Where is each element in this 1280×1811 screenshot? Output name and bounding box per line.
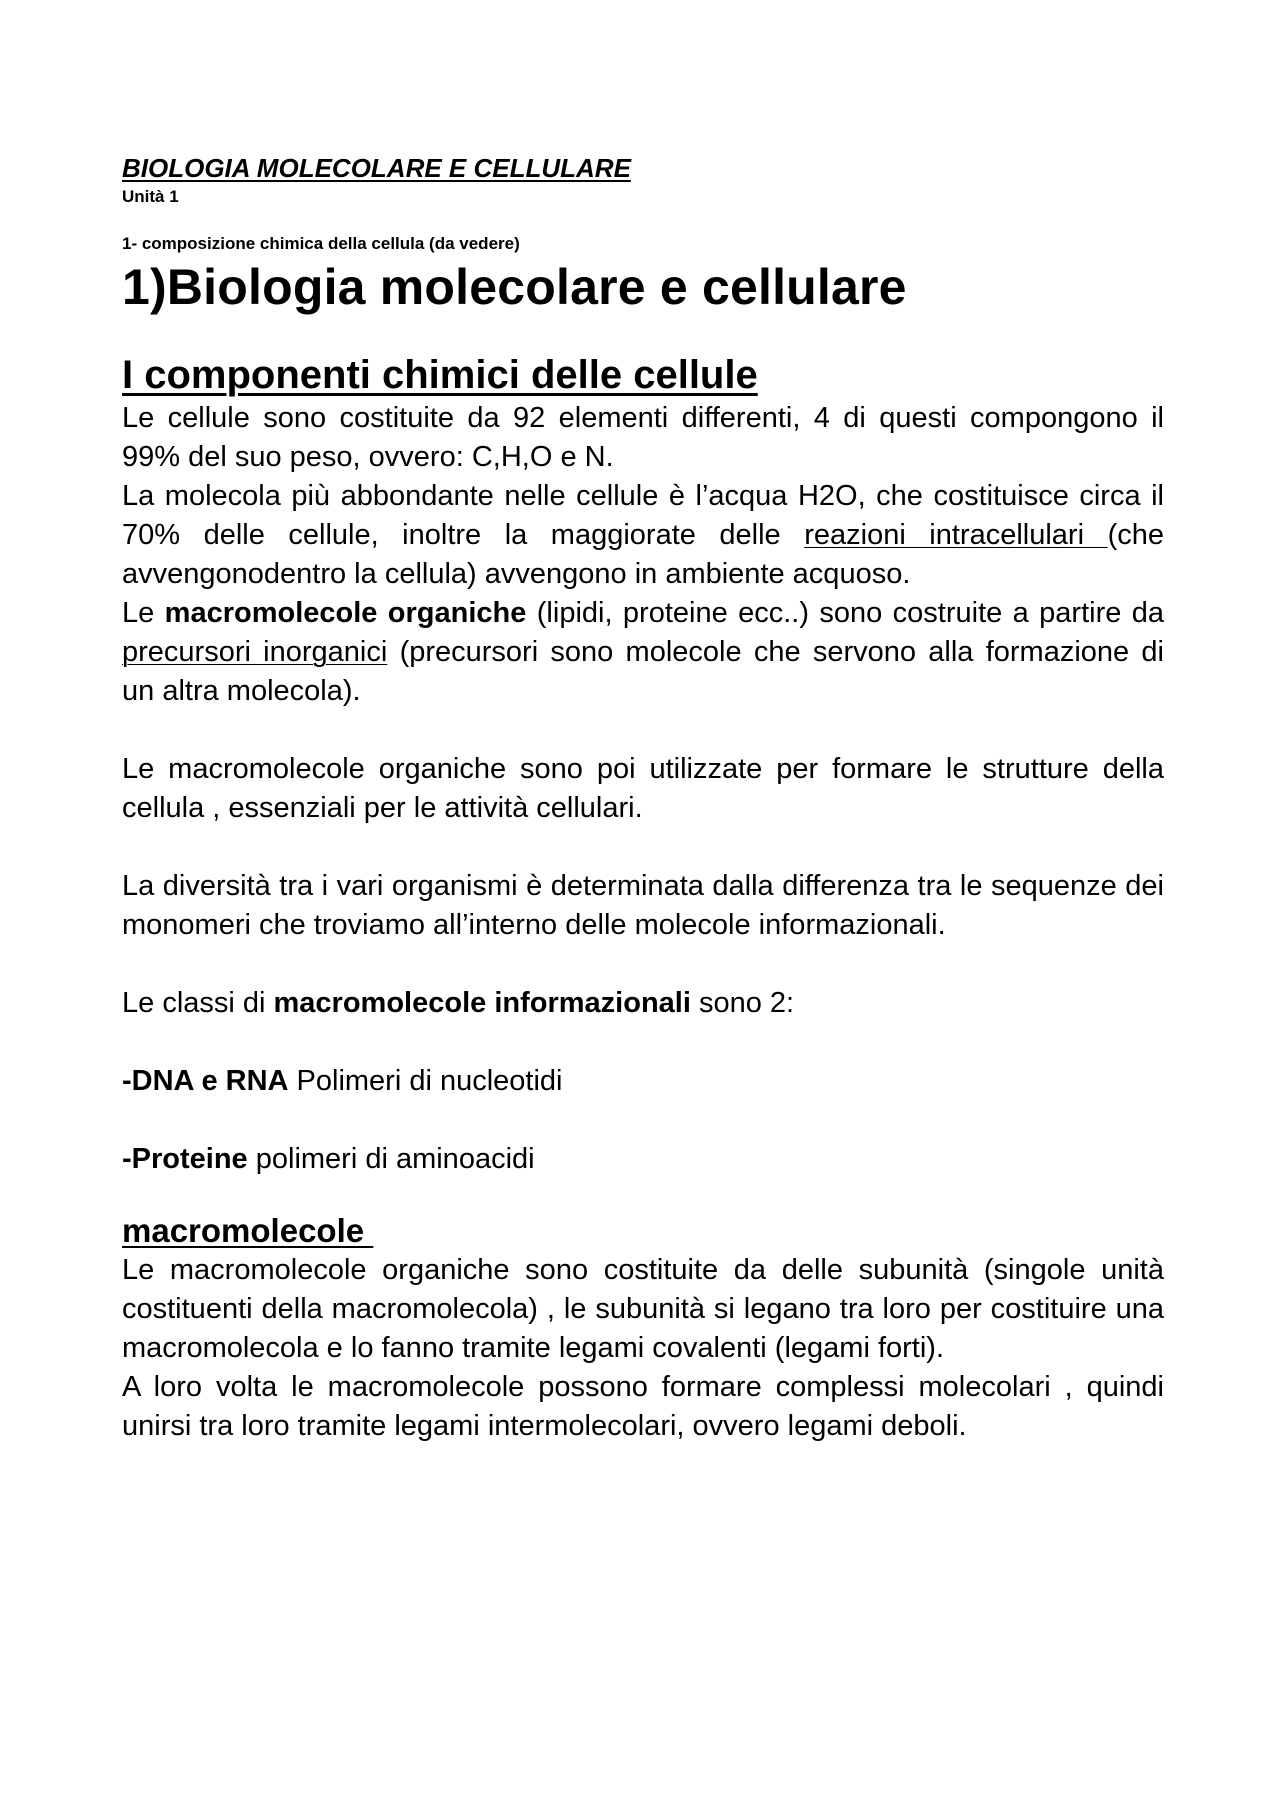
chapter-note: 1- composizione chimica della cellula (da vedere) — [122, 234, 520, 253]
list-item-proteine — [122, 1140, 1164, 1179]
paragraph-complexes: A loro volta le macromolecole possono formare complessi molecolari , quindi unirsi tra loro tramite legami intermolecolari, ovvero legami deboli. — [122, 1371, 1164, 1442]
paragraph-elements: Le cellule sono costituite da 92 elementi differenti, 4 di questi compongono il 99% del suo peso, ovvero: C,H,O e N. — [122, 402, 1164, 473]
text-run: Le — [122, 597, 165, 629]
spacer — [122, 1101, 1164, 1140]
spacer — [122, 1023, 1164, 1062]
course-title: BIOLOGIA MOLECOLARE E CELLULARE — [122, 153, 631, 183]
paragraph-subunits: Le macromolecole organiche sono costituite da delle subunità (singole unità costituenti della macromolecola) , le subunità si legano tra loro per costituire una macromolecola e lo fanno tramite legami covalenti (legami forti). — [122, 1254, 1164, 1364]
bold-term-proteine: -Proteine — [122, 1143, 248, 1175]
paragraph-macromolecules — [122, 594, 1164, 711]
underlined-term-precursori: precursori inorganici — [122, 636, 388, 668]
text-run: La molecola più abbondante nelle cellule è l’acqua H2O, che costituisce circa il 70% delle cellule, inoltre la maggiorate delle — [122, 480, 1164, 551]
text-run: Polimeri di nucleotidi — [288, 1065, 563, 1097]
bold-term-dna-rna: -DNA e RNA — [122, 1065, 289, 1097]
unit-label: Unità 1 — [122, 187, 179, 206]
document-title: 1)Biologia molecolare e cellulare — [122, 259, 907, 315]
paragraph-water — [122, 477, 1164, 594]
text-run: (lipidi, proteine ecc..) sono costruite a partire da — [526, 597, 1164, 629]
text-run: sono 2: — [690, 987, 795, 1019]
section-heading-macromolecole: macromolecole — [122, 1212, 374, 1249]
paragraph-diversity: La diversità tra i vari organismi è determinata dalla differenza tra le sequenze dei monomeri che troviamo all’interno delle molecole informazionali. — [122, 870, 1164, 941]
list-item-dna-rna — [122, 1062, 1164, 1101]
text-run: (precursori sono molecole che servono alla formazione di un altra molecola). — [122, 636, 1164, 707]
underlined-term-reazioni: reazioni intracellulari — [804, 519, 1108, 551]
text-run: polimeri di aminoacidi — [247, 1143, 535, 1175]
paragraph-classes — [122, 984, 1164, 1023]
bold-term-macromolecole-organiche: macromolecole organiche — [164, 597, 527, 629]
spacer — [122, 828, 1164, 867]
paragraph-structures: Le macromolecole organiche sono poi utilizzate per formare le strutture della cellula , essenziali per le attività cellulari. — [122, 753, 1164, 824]
spacer — [122, 711, 1164, 750]
document-page — [122, 152, 1164, 1446]
section-heading-chemical-components: I componenti chimici delle cellule — [122, 353, 758, 397]
spacer — [122, 945, 1164, 984]
bold-term-macromolecole-informazionali: macromolecole informazionali — [273, 987, 691, 1019]
text-run: (che avvengonodentro la cellula) avvengono in ambiente acquoso. — [122, 519, 1164, 590]
text-run: Le classi di — [122, 987, 274, 1019]
